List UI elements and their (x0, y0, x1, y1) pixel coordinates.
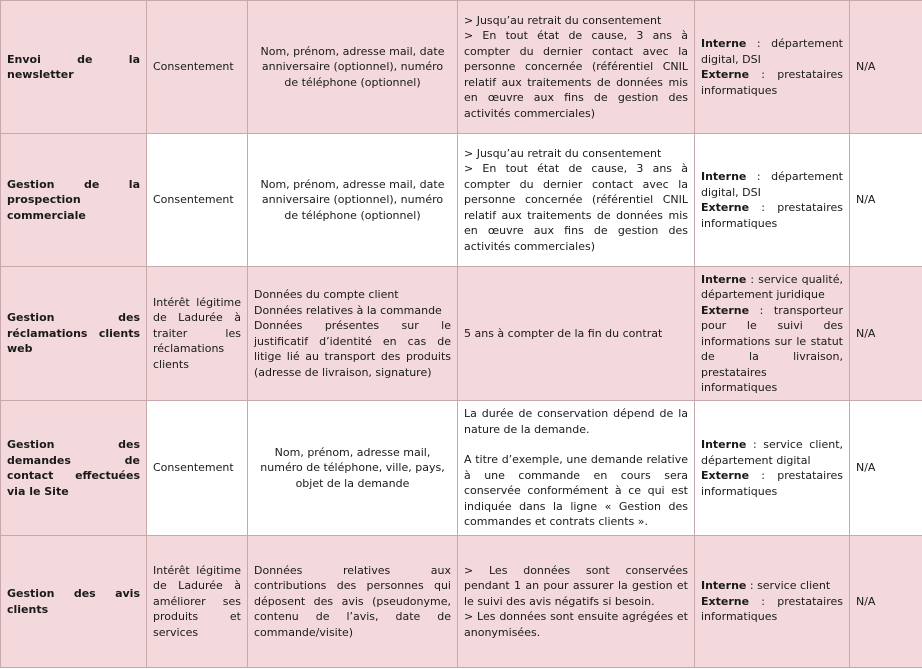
transfer-cell (850, 267, 922, 401)
purpose-text: Envoi de la newsletter (7, 52, 140, 81)
data-category-line: Nom, prénom, adresse mail, date anniversaire (optionnel), numéro de téléphone (optionnel) (260, 44, 445, 89)
recipient-text: transporteur pour le suivi des informations sur le statut de la livraison, prestataires informatiques (701, 303, 843, 394)
table-row (1, 1, 922, 134)
purpose-text: Gestion des réclamations clients web (7, 311, 140, 356)
recipient-sep: : (746, 438, 764, 451)
recipient-line (701, 594, 843, 625)
retention-line: > Jusqu’au retrait du consentement (464, 146, 662, 160)
recipient-label: Externe (701, 303, 750, 317)
retention-cell (458, 401, 695, 536)
retention-line: > Les données sont conservées pendant 1 an pour assurer la gestion et le suivi des avis négatifs si besoin. (464, 563, 688, 608)
recipient-label: Interne (701, 272, 747, 286)
recipient-label: Interne (701, 438, 747, 451)
retention-line: > Jusqu’au retrait du consentement (464, 13, 662, 27)
recipient-line (701, 303, 843, 396)
recipient-sep: : (749, 68, 778, 81)
transfer-text: N/A (856, 60, 876, 74)
recipient-label: Externe (701, 68, 750, 81)
retention-spacer (464, 437, 688, 452)
data-categories-cell (248, 267, 458, 401)
purpose-text: Gestion des avis clients (7, 587, 140, 616)
legal-basis-cell (147, 134, 248, 267)
data-categories-cell (248, 536, 458, 668)
recipient-label: Interne (701, 37, 747, 50)
data-categories-cell (248, 134, 458, 267)
recipient-text: prestataires informatiques (701, 68, 843, 97)
data-categories-cell (248, 401, 458, 536)
retention-line: > En tout état de cause, 3 ans à compter du dernier contact avec la personne concernée (référentiel CNIL relatif aux traitements de données mis en œuvre aux fins de gestion des activités commerciales) (464, 162, 688, 253)
recipients-cell (695, 536, 850, 668)
recipient-label: Externe (701, 201, 750, 214)
purpose-cell (1, 401, 147, 536)
retention-line: La durée de conservation dépend de la nature de la demande. (464, 407, 688, 436)
recipient-line (701, 437, 843, 468)
legal-basis-text: Consentement (153, 193, 234, 207)
data-category-line: Données relatives aux contributions des personnes qui déposent des avis (pseudonyme, contenu de l’avis, date de commande/visite) (254, 563, 451, 639)
table-row (1, 401, 922, 536)
recipients-cell (695, 134, 850, 267)
legal-basis-cell (147, 1, 248, 134)
retention-line: A titre d’exemple, une demande relative à une commande en cours sera conservée conformément à ce qui est indiquée dans la ligne « Gestion des commandes et contrats clients ». (464, 453, 688, 529)
transfer-cell (850, 134, 922, 267)
recipient-sep: : (749, 594, 778, 608)
recipient-sep: : (746, 170, 772, 183)
recipient-label: Externe (701, 594, 750, 608)
purpose-cell (1, 1, 147, 134)
legal-basis-text: Intérêt légitime de Ladurée à traiter les réclamations clients (153, 295, 241, 371)
recipient-sep: : (746, 272, 759, 286)
recipients-cell (695, 1, 850, 134)
recipient-text: service client, département digital (701, 438, 843, 467)
purpose-text: Gestion des demandes de contact effectuées via le Site (7, 438, 140, 498)
transfer-cell (850, 1, 922, 134)
recipient-text: service qualité, département juridique (701, 272, 843, 301)
legal-basis-cell (147, 401, 248, 536)
transfer-cell (850, 401, 922, 536)
transfer-text: N/A (856, 594, 876, 608)
recipient-label: Externe (701, 469, 750, 482)
recipient-text: département digital, DSI (701, 37, 843, 66)
data-categories-cell (248, 1, 458, 134)
retention-line: > En tout état de cause, 3 ans à compter du dernier contact avec la personne concernée (référentiel CNIL relatif aux traitements de données mis en œuvre aux fins de gestion des activités commerciales) (464, 29, 688, 120)
legal-basis-cell (147, 536, 248, 668)
data-category-line: Données présentes sur le justificatif d’identité en cas de litige lié au transport des produits (adresse de livraison, signature) (254, 319, 451, 379)
data-category-line: Données du compte client (254, 288, 399, 301)
table-row (1, 267, 922, 401)
recipient-line (701, 468, 843, 499)
recipient-text: prestataires informatiques (701, 201, 843, 230)
retention-cell (458, 134, 695, 267)
retention-cell (458, 536, 695, 668)
retention-cell (458, 267, 695, 401)
purpose-text: Gestion de la prospection commerciale (7, 177, 140, 222)
recipient-label: Interne (701, 579, 747, 593)
data-category-line: Nom, prénom, adresse mail, numéro de téléphone, ville, pays, objet de la demande (260, 445, 445, 490)
transfer-text: N/A (856, 326, 876, 340)
transfer-text: N/A (856, 461, 876, 475)
recipient-line (701, 169, 843, 200)
table-row (1, 536, 922, 668)
recipient-sep: : (746, 37, 772, 50)
retention-line: 5 ans à compter de la fin du contrat (464, 326, 663, 340)
transfer-cell (850, 536, 922, 668)
recipient-line (701, 578, 843, 594)
recipient-text: service client (757, 579, 831, 593)
legal-basis-text: Consentement (153, 461, 234, 475)
transfer-text: N/A (856, 193, 876, 207)
table-row (1, 134, 922, 267)
recipient-sep: : (749, 201, 778, 214)
legal-basis-text: Consentement (153, 60, 234, 74)
recipient-line (701, 200, 843, 231)
purpose-cell (1, 267, 147, 401)
recipient-sep: : (749, 303, 774, 317)
legal-basis-text: Intérêt légitime de Ladurée à améliorer ses produits et services (153, 563, 241, 639)
purpose-cell (1, 134, 147, 267)
recipient-text: département digital, DSI (701, 170, 843, 199)
recipient-line (701, 36, 843, 67)
recipients-cell (695, 401, 850, 536)
data-category-line: Nom, prénom, adresse mail, date anniversaire (optionnel), numéro de téléphone (optionnel) (260, 177, 445, 222)
recipient-line (701, 272, 843, 303)
recipients-cell (695, 267, 850, 401)
recipient-label: Interne (701, 170, 747, 183)
retention-line: > Les données sont ensuite agrégées et anonymisées. (464, 610, 688, 639)
data-category-line: Données relatives à la commande (254, 303, 442, 317)
recipient-text: prestataires informatiques (701, 469, 843, 498)
recipient-text: prestataires informatiques (701, 594, 843, 624)
recipient-line (701, 67, 843, 98)
legal-basis-cell (147, 267, 248, 401)
retention-cell (458, 1, 695, 134)
recipient-sep: : (746, 579, 758, 593)
purpose-cell (1, 536, 147, 668)
recipient-sep: : (749, 469, 778, 482)
